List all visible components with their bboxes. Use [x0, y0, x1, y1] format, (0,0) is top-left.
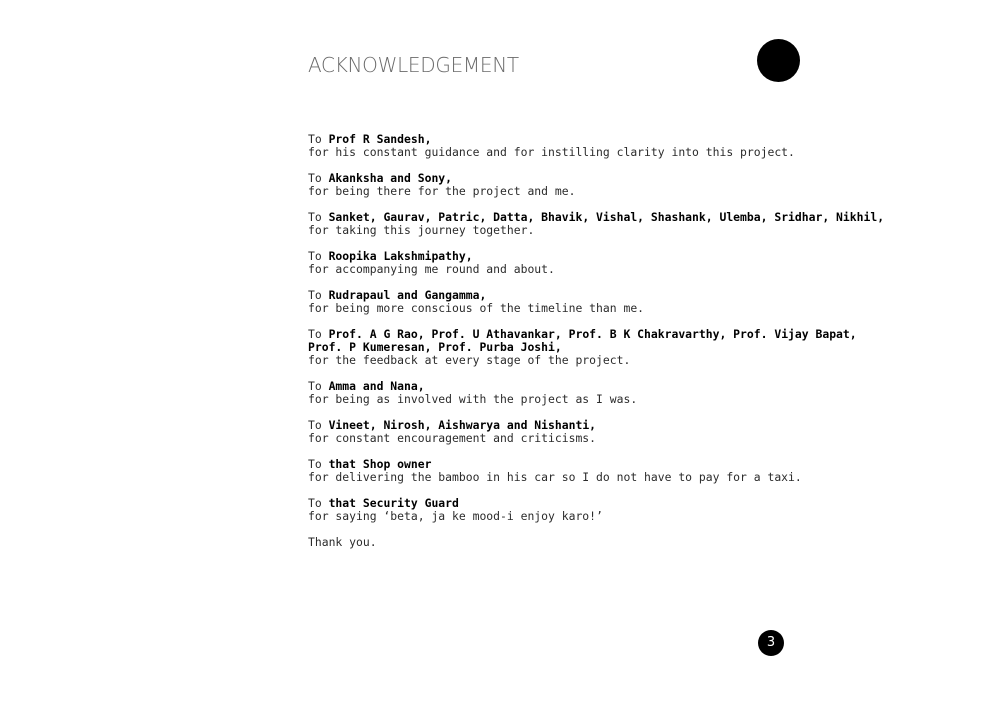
prefix-text: To [308, 496, 329, 510]
reason-text: for the feedback at every stage of the project. [308, 353, 631, 367]
prefix-text: To [308, 418, 329, 432]
names-text: Vineet, Nirosh, Aishwarya and Nishanti, [328, 418, 597, 432]
reason-text: for accompanying me round and about. [308, 262, 555, 276]
names-text: Akanksha and Sony, [328, 171, 453, 185]
reason-text: for taking this journey together. [308, 223, 535, 237]
prefix-text: To [308, 210, 329, 224]
decorative-dot [757, 39, 800, 82]
prefix-text: To [308, 379, 329, 393]
acknowledgement-entry [308, 211, 968, 237]
names-text: that Security Guard [328, 496, 459, 510]
reason-text: for delivering the bamboo in his car so I do not have to pay for a taxi. [308, 470, 802, 484]
page-number-badge: 3 [758, 630, 784, 656]
prefix-text: To [308, 288, 329, 302]
names-text: Rudrapaul and Gangamma, [328, 288, 487, 302]
names-text: Prof. A G Rao, Prof. U Athavankar, Prof. B K Chakravarthy, Prof. Vijay Bapat, [328, 327, 857, 341]
reason-text: for saying ‘beta, ja ke mood-i enjoy karo!’ [308, 509, 603, 523]
acknowledgement-entry [308, 133, 968, 159]
acknowledgement-list [308, 133, 968, 549]
names-text: Roopika Lakshmipathy, [328, 249, 473, 263]
acknowledgement-entry [308, 289, 968, 315]
reason-text: for his constant guidance and for instilling clarity into this project. [308, 145, 795, 159]
prefix-text: To [308, 249, 329, 263]
names-text: Prof R Sandesh, [328, 132, 432, 146]
prefix-text: To [308, 171, 329, 185]
page-title: ACKNOWLEDGEMENT [308, 53, 519, 77]
closing-text: Thank you. [308, 535, 377, 549]
acknowledgement-entry [308, 497, 968, 523]
names-text: that Shop owner [328, 457, 432, 471]
reason-text: for constant encouragement and criticisms. [308, 431, 597, 445]
prefix-text: To [308, 132, 329, 146]
prefix-text: To [308, 457, 329, 471]
names-text: Sanket, Gaurav, Patric, Datta, Bhavik, Vishal, Shashank, Ulemba, Sridhar, Nikhil, [328, 210, 885, 224]
reason-text: for being there for the project and me. [308, 184, 576, 198]
acknowledgement-entry [308, 419, 968, 445]
acknowledgement-entry [308, 328, 968, 367]
names-text: Prof. P Kumeresan, Prof. Purba Joshi, [308, 340, 562, 354]
reason-text: for being as involved with the project as I was. [308, 392, 638, 406]
prefix-text: To [308, 327, 329, 341]
reason-text: for being more conscious of the timeline than me. [308, 301, 645, 315]
acknowledgement-entry [308, 172, 968, 198]
acknowledgement-entry [308, 250, 968, 276]
names-text: Amma and Nana, [328, 379, 425, 393]
acknowledgement-entry [308, 458, 968, 484]
acknowledgement-entry [308, 380, 968, 406]
